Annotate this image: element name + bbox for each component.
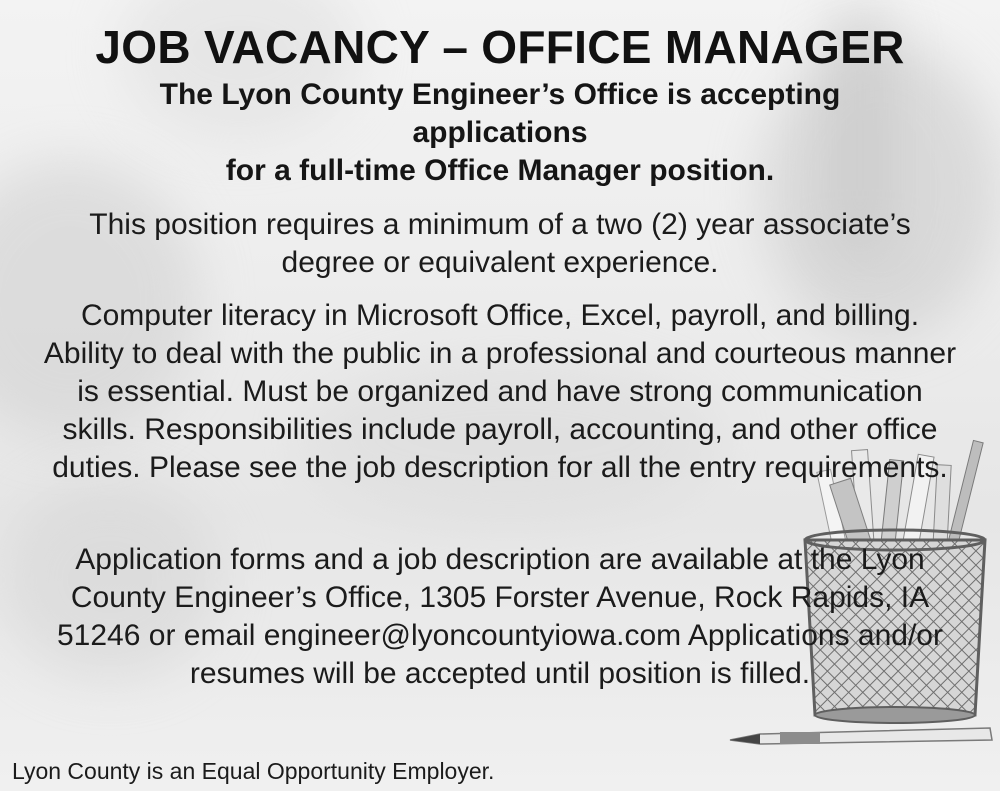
intro-line: applications	[412, 116, 588, 149]
ad-intro	[120, 76, 880, 190]
intro-line: The Lyon County Engineer’s Office is accepting	[159, 78, 841, 111]
apply-paragraph: Application forms and a job description are available at the Lyon County Engineer’s Office, 1305 Forster Avenue, Rock Rapids, IA 51246 or email engineer@lyoncountyiowa.com Applications and/or resumes will be accepted until position is filled.	[57, 543, 943, 690]
requirements-paragraph: This position requires a minimum of a two (2) year associate’s degree or equivalent experience.	[89, 208, 911, 279]
equal-opportunity-footer: Lyon County is an Equal Opportunity Employer.	[12, 758, 495, 784]
intro-line: for a full-time Office Manager position.	[225, 154, 775, 187]
skills-paragraph: Computer literacy in Microsoft Office, Excel, payroll, and billing. Ability to deal with the public in a professional and courteous manner is essential. Must be organized and have strong communication skills. Responsibilities include payroll, accounting, and other office duties. Please see the job description for all the entry requirements.	[43, 299, 957, 484]
ad-title: JOB VACANCY – OFFICE MANAGER	[95, 21, 905, 73]
